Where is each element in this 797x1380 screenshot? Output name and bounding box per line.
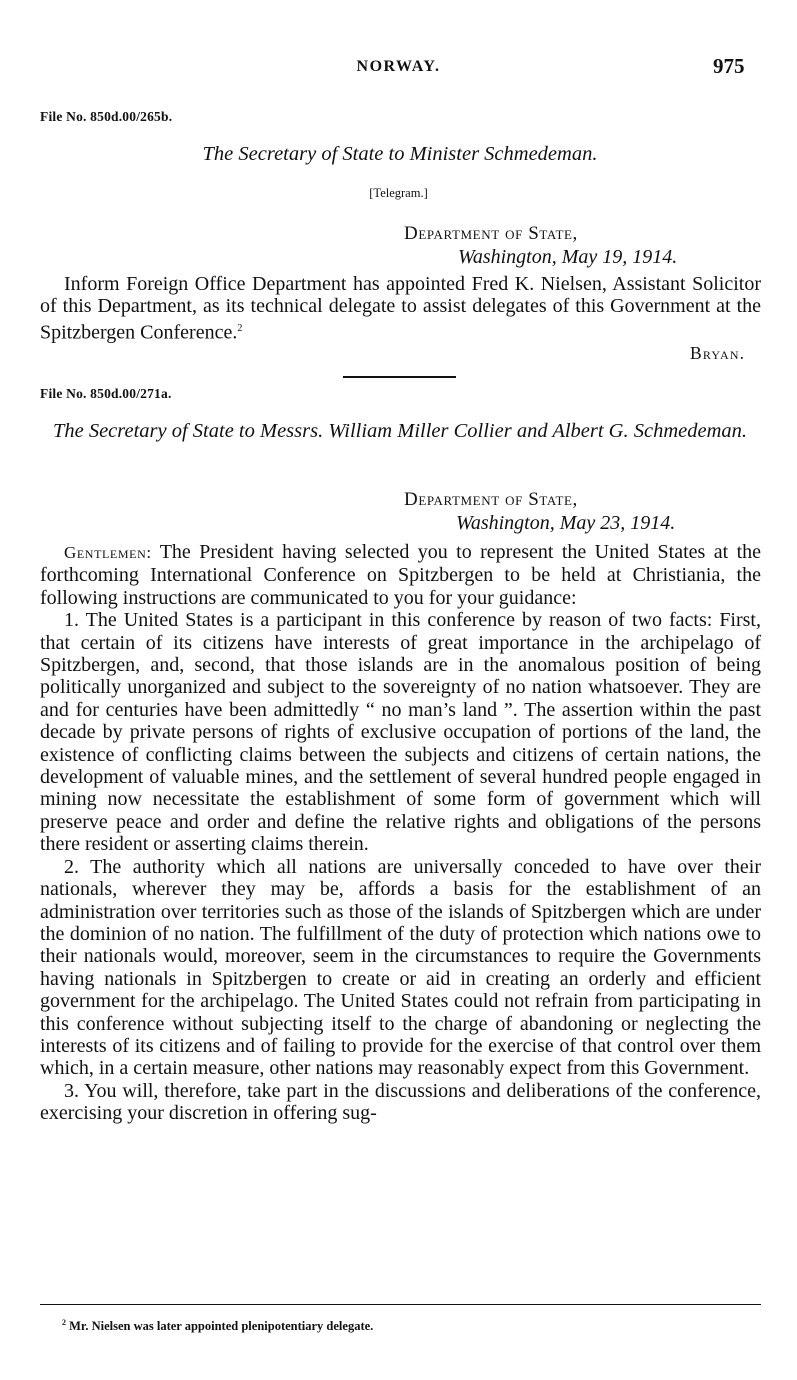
doc1-body-text: Inform Foreign Office Department has appointed Fred K. Nielsen, Assistant Solicitor of this Department, as its technical delegate to assist delegates of this Government at the Spitzbergen Conference. [40, 273, 761, 344]
running-title: NORWAY. [356, 58, 441, 75]
doc2-paragraph-1: 1. The United States is a participant in this conference by reason of two facts: First, that certain of its citizens have interests of great importance in the archipelago of Spitzbergen, and, second, that those islands are in the anomalous position of being politically unorganized and subject to the sovereignty of no nation whatsoever. They are and for centuries have been admittedly “ no man’s land ”. The assertion within the past decade by private persons of rights of exclusive occupation of portions of the land, the existence of conflicting claims between the subjects and citizens of certain nations, the development of valuable mines, and the settlement of several hundred people engaged in mining now necessitate the establishment of some form of government which will preserve peace and order and define the relative rights and obligations of the persons there resident or asserting claims therein. [40, 609, 761, 856]
page-number: 975 [713, 54, 745, 78]
doc1-body [40, 273, 761, 344]
doc2-body [40, 541, 761, 1125]
doc2-paragraph-2: 2. The authority which all nations are universally conceded to have over their nationals, wherever they may be, affords a basis for the establishment of an administration over territories such as those of the islands of Spitzbergen which are under the dominion of no nation. The fulfillment of the duty of protection which nations owe to their nationals would, moreover, seem in the circumstances to require the Governments having nationals in Spitzbergen to create or aid in creating an orderly and efficient government for the archipelago. The United States could not refrain from participating in this conference without subjecting itself to the charge of abandoning or neglecting the interests of its citizens and of failing to provide for the exercise of that control over them which, in a certain measure, other nations may reasonably expect from this Government. [40, 855, 761, 1080]
doc2-paragraph-3: 3. You will, therefore, take part in the discussions and deliberations of the conference, exercising your discretion in offering sug- [40, 1079, 761, 1125]
section-divider [343, 376, 456, 378]
doc1-title: The Secretary of State to Minister Schmedeman. [202, 143, 598, 165]
telegram-note: [Telegram.] [369, 186, 428, 200]
doc2-intro-paragraph [40, 541, 761, 609]
footnote-rule [40, 1304, 761, 1305]
footnote-ref: 2 [237, 322, 243, 334]
doc2-dateline: Washington, May 23, 1914. [456, 512, 676, 534]
doc2-intro-text: The President having selected you to represent the United States at the forthcoming International Conference on Spitzbergen to be held at Christiania, the following instructions are communicated to you for your guidance: [40, 541, 761, 609]
doc1-signature: Bryan. [690, 343, 746, 363]
file-number-1: File No. 850d.00/265b. [40, 109, 173, 124]
doc2-title: The Secretary of State to Messrs. William Miller Collier and Albert G. Schmedeman. [52, 420, 748, 442]
doc1-department: Department of State, [404, 223, 578, 244]
footnote [62, 1318, 373, 1334]
footnote-mark: 2 [62, 1318, 66, 1327]
doc1-dateline: Washington, May 19, 1914. [458, 246, 678, 268]
doc2-department: Department of State, [404, 489, 578, 510]
salutation: Gentlemen: [64, 543, 152, 562]
file-number-2: File No. 850d.00/271a. [40, 386, 172, 401]
footnote-text: Mr. Nielsen was later appointed plenipotentiary delegate. [66, 1319, 374, 1334]
